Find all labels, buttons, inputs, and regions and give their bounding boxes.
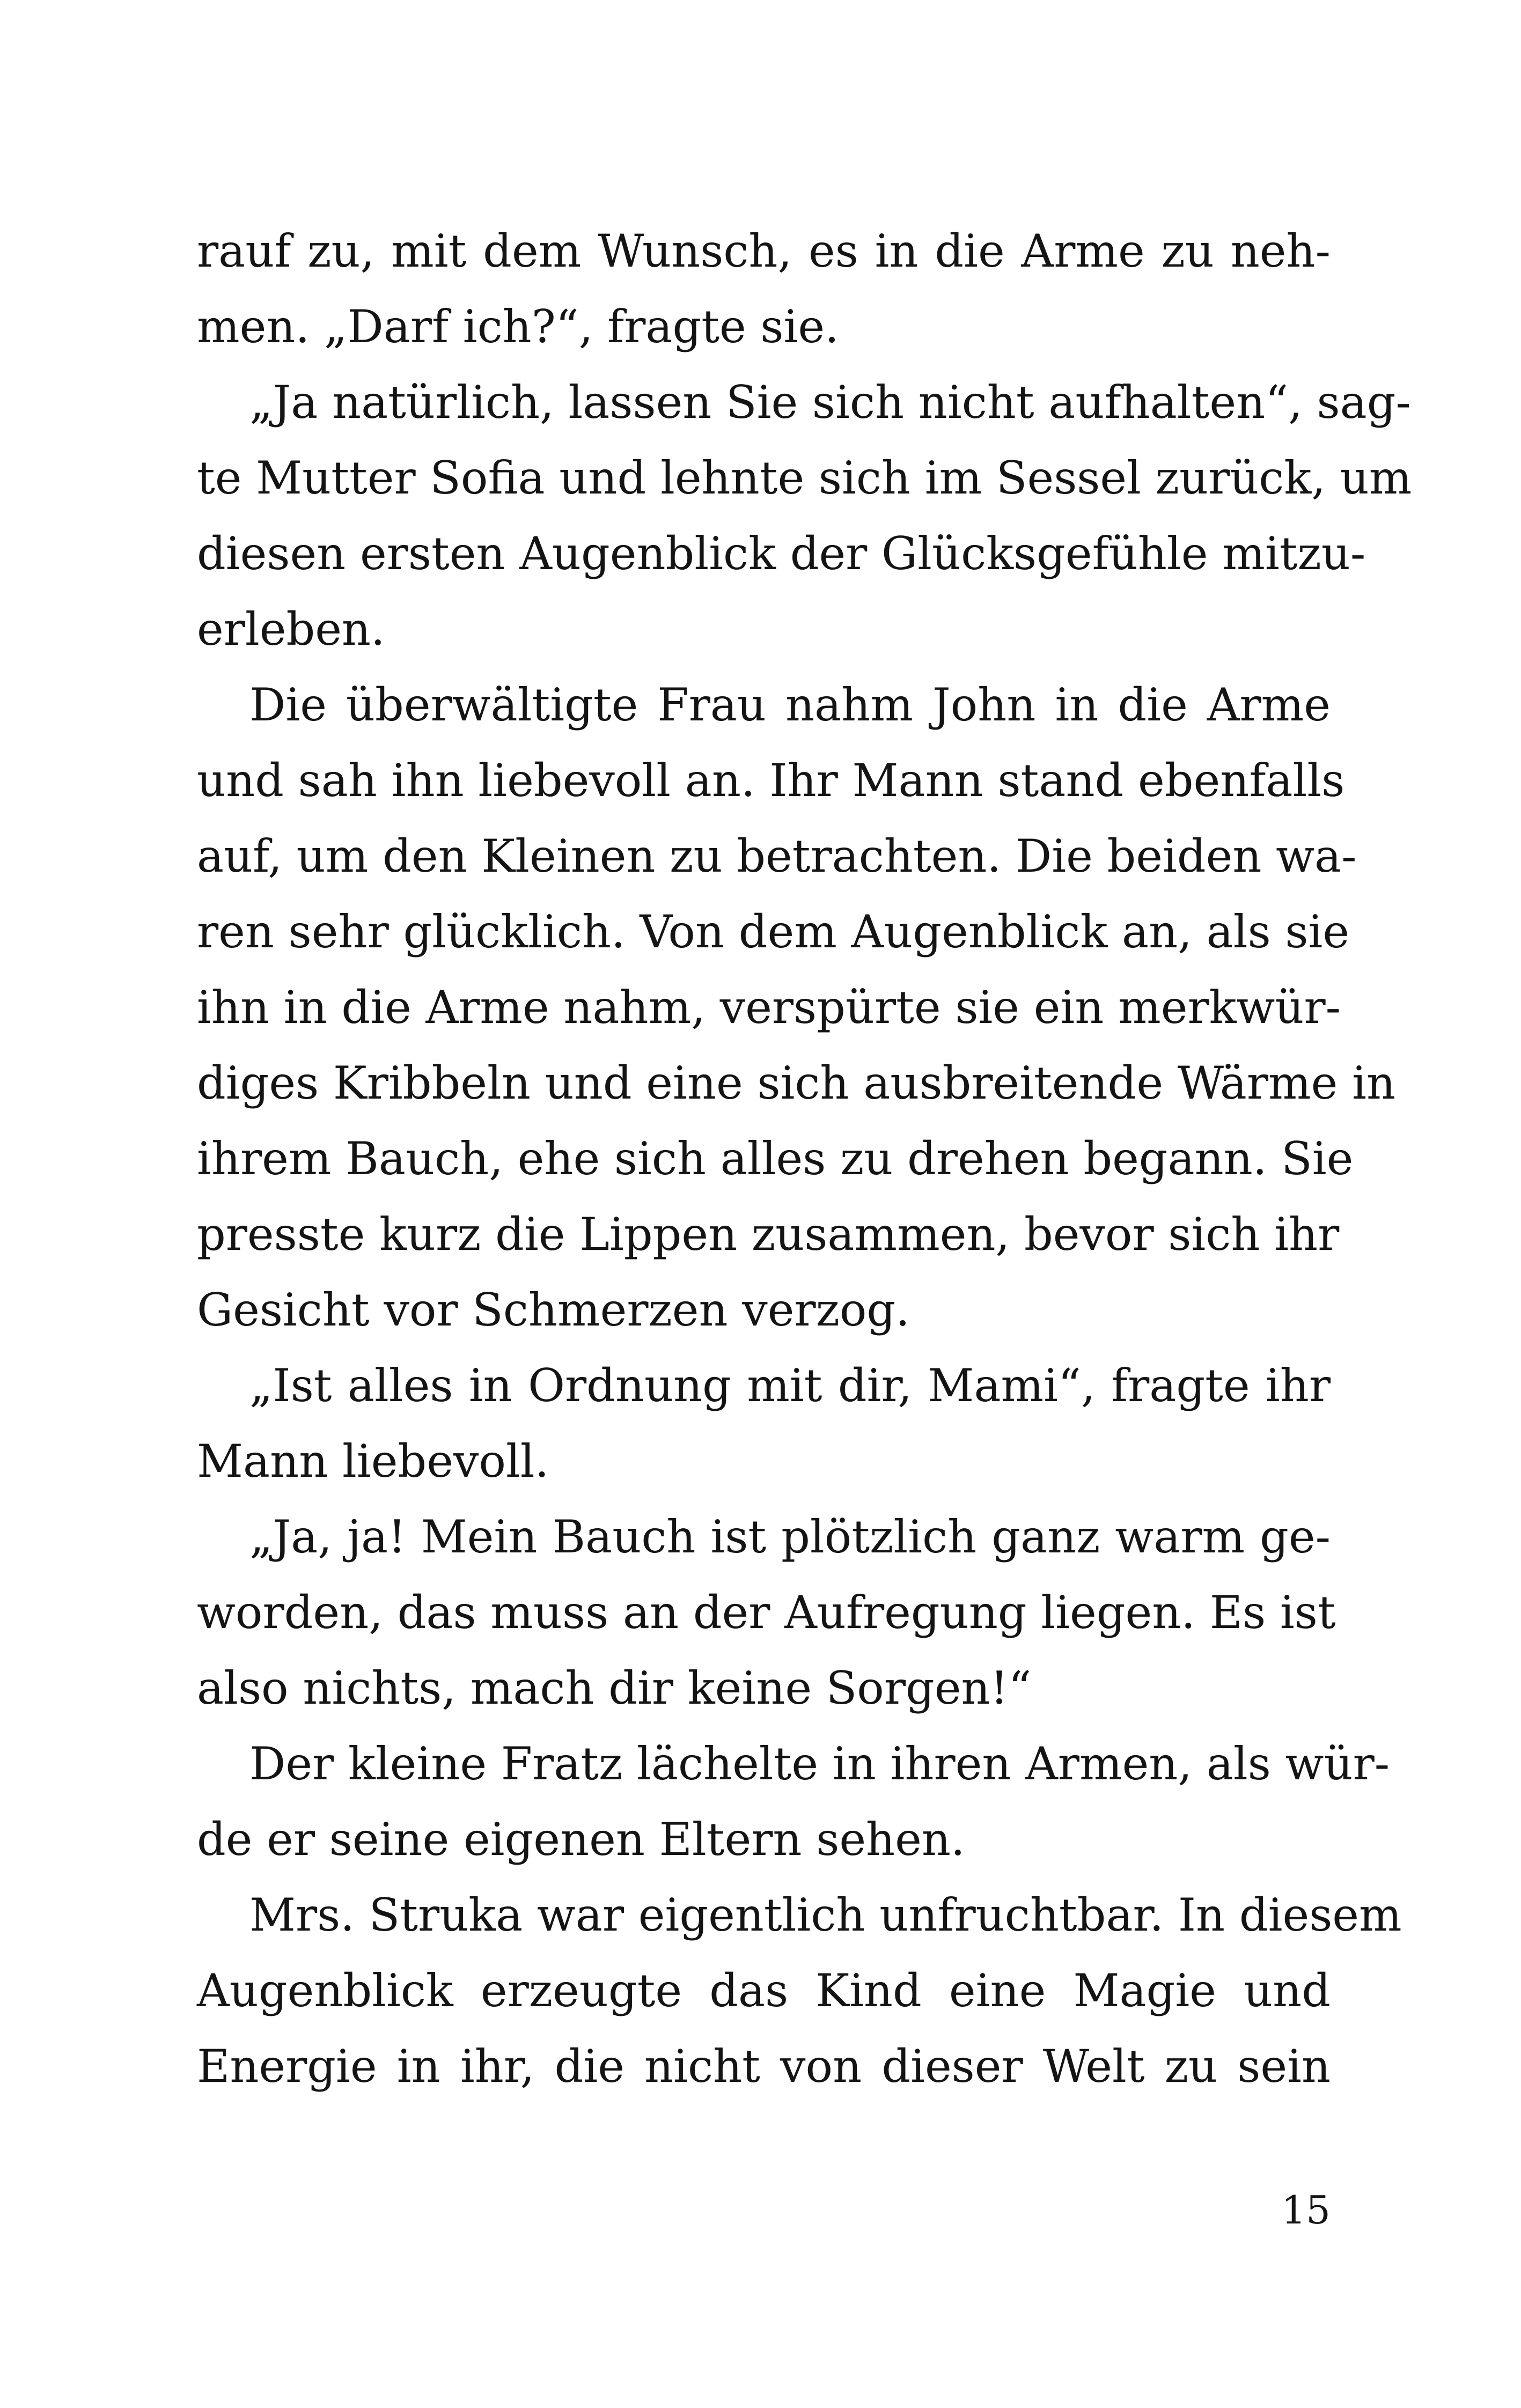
page-number: 15 [1281,2188,1331,2233]
text-line: diges Kribbeln und eine sich ausbreitende Wärme in [197,1057,1396,1109]
text-line: Gesicht vor Schmerzen verzog. [197,1284,910,1336]
text-line: auf, um den Kleinen zu betrachten. Die beiden wa- [197,830,1357,882]
text-line: worden, das muss an der Aufregung liegen. Es ist [197,1586,1336,1639]
text-line: „Ja natürlich, lassen Sie sich nicht aufhalten“, sag- [249,376,1411,429]
text-line: Augenblick erzeugte das Kind eine Magie und [197,1964,1331,2017]
text-line: erleben. [197,603,385,656]
text-line: also nichts, mach dir keine Sorgen!“ [197,1662,1032,1714]
text-line: te Mutter Sofia und lehnte sich im Sessel zurück, um [197,452,1412,504]
text-line: Die überwältigte Frau nahm John in die Arme [249,679,1331,731]
text-line: de er seine eigenen Eltern sehen. [197,1813,965,1866]
body-text [197,213,1412,2104]
text-line: Mann liebevoll. [197,1435,549,1487]
text-line: Energie in ihr, die nicht von dieser Welt zu sein [197,2040,1331,2093]
text-line: und sah ihn liebevoll an. Ihr Mann stand ebenfalls [197,754,1345,807]
text-line: „Ist alles in Ordnung mit dir, Mami“, fragte ihr [249,1359,1331,1412]
text-line: presste kurz die Lippen zusammen, bevor sich ihr [197,1208,1340,1261]
text-line: ren sehr glücklich. Von dem Augenblick an, als sie [197,905,1350,958]
text-line: diesen ersten Augenblick der Glücksgefühle mitzu- [197,527,1366,580]
text-line: rauf zu, mit dem Wunsch, es in die Arme zu neh- [197,225,1331,277]
text-line: men. „Darf ich?“, fragte sie. [197,300,839,353]
text-line: ihrem Bauch, ehe sich alles zu drehen begann. Sie [197,1132,1354,1185]
text-line: ihn in die Arme nahm, verspürte sie ein merkwür- [197,981,1341,1034]
text-line: „Ja, ja! Mein Bauch ist plötzlich ganz warm ge- [249,1511,1331,1563]
text-line: Der kleine Fratz lächelte in ihren Armen, als wür- [249,1737,1390,1790]
text-line: Mrs. Struka war eigentlich unfruchtbar. In diesem [249,1889,1402,1941]
